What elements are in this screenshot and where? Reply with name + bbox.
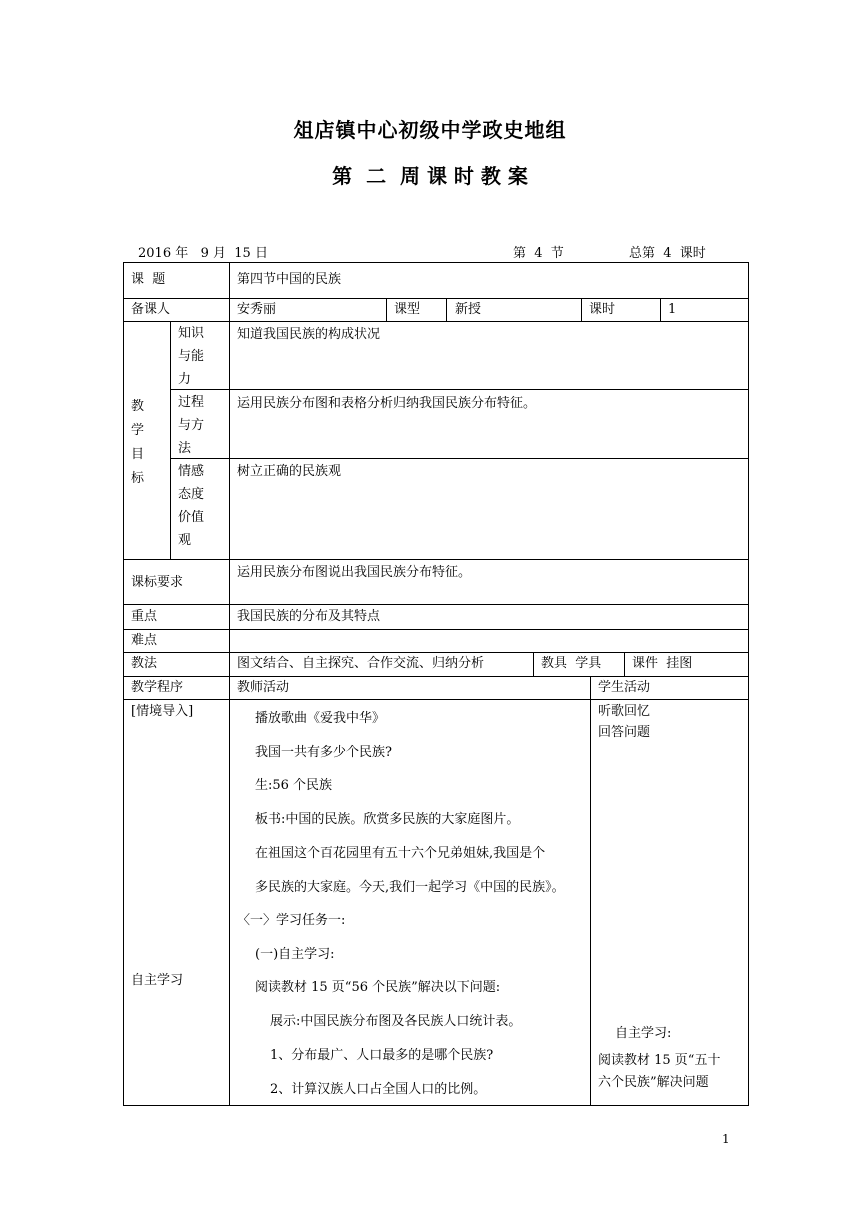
teacher-line: 播放歌曲《爱我中华》 [255,711,386,726]
goal-knowledge-label: 知识 与能 力 [178,326,205,387]
proc-item-intro: [情境导入] [131,704,194,719]
topic-value: 第四节中国的民族 [237,272,342,287]
teacher-line: 2、计算汉族人口占全国人口的比例。 [270,1082,487,1097]
teacher-line: 1、分布最广、人口最多的是哪个民族? [270,1048,494,1063]
student-line: 六个民族”解决问题 [598,1075,709,1090]
period-label: 课时 [589,302,616,317]
school-title: 俎店镇中心初级中学政史地组 [293,118,567,142]
topic-label: 课 题 [131,272,166,287]
student-line: 自主学习: [615,1026,672,1041]
tools-text: 课件 挂图 [632,656,693,671]
preparer-value: 安秀丽 [237,302,277,317]
method-text: 图文结合、自主探究、合作交流、归纳分析 [237,656,485,671]
proc-label: 教学程序 [131,680,184,695]
goal-attitude-label: 情感 态度 价值 观 [178,464,205,548]
date: 2016 年 9 月 15 日 [138,246,268,261]
tools-label: 教具 学具 [541,656,602,671]
teacher-line: 板书:中国的民族。欣赏多民族的大家庭图片。 [255,812,520,827]
plan-subtitle: 第 二 周 课 时 教 案 [332,164,528,188]
proc-cell [123,699,230,1106]
period-value: 1 [668,302,677,317]
student-activity-cell [590,699,749,1106]
teacher-line: 多民族的大家庭。今天,我们一起学习《中国的民族》。 [255,880,565,895]
teacher-line: 生:56 个民族 [255,778,333,793]
student-line: 听歌回忆 [598,704,651,719]
key-label: 重点 [131,609,158,624]
goals-label: 教 学 目 标 [131,399,145,486]
type-value: 新授 [455,302,482,317]
teacher-line: 〈一〉学习任务一: [237,913,346,928]
teacher-line: 展示:中国民族分布图及各民族人口统计表。 [270,1014,522,1029]
key-text: 我国民族的分布及其特点 [237,609,381,624]
goal-process-label: 过程 与方 法 [178,395,205,456]
teacher-label: 教师活动 [237,680,290,695]
method-label: 教法 [131,656,158,671]
standard-text: 运用民族分布图说出我国民族分布特征。 [237,565,472,580]
proc-item-self-study: 自主学习 [131,973,184,988]
total-periods: 总第 4 课时 [629,246,706,261]
teacher-line: (一)自主学习: [255,947,335,962]
preparer-label: 备课人 [131,302,171,317]
type-label: 课型 [394,302,421,317]
student-line: 阅读教材 15 页“五十 [598,1053,721,1068]
goal-attitude-text: 树立正确的民族观 [237,464,342,479]
student-label: 学生活动 [598,680,651,695]
goal-knowledge-text: 知道我国民族的构成状况 [237,327,381,342]
teacher-line: 我国一共有多少个民族? [255,745,392,760]
page-number: 1 [722,1132,730,1146]
standard-label: 课标要求 [131,575,184,590]
teacher-line: 阅读教材 15 页“56 个民族”解决以下问题: [255,980,501,995]
student-line: 回答问题 [598,725,651,740]
difficulty-label: 难点 [131,633,158,648]
teacher-line: 在祖国这个百花园里有五十六个兄弟姐妹,我国是个 [255,846,546,861]
difficulty-cell [229,629,749,653]
goal-process-text: 运用民族分布图和表格分析归纳我国民族分布特征。 [237,396,537,411]
section-number: 第 4 节 [513,246,564,261]
